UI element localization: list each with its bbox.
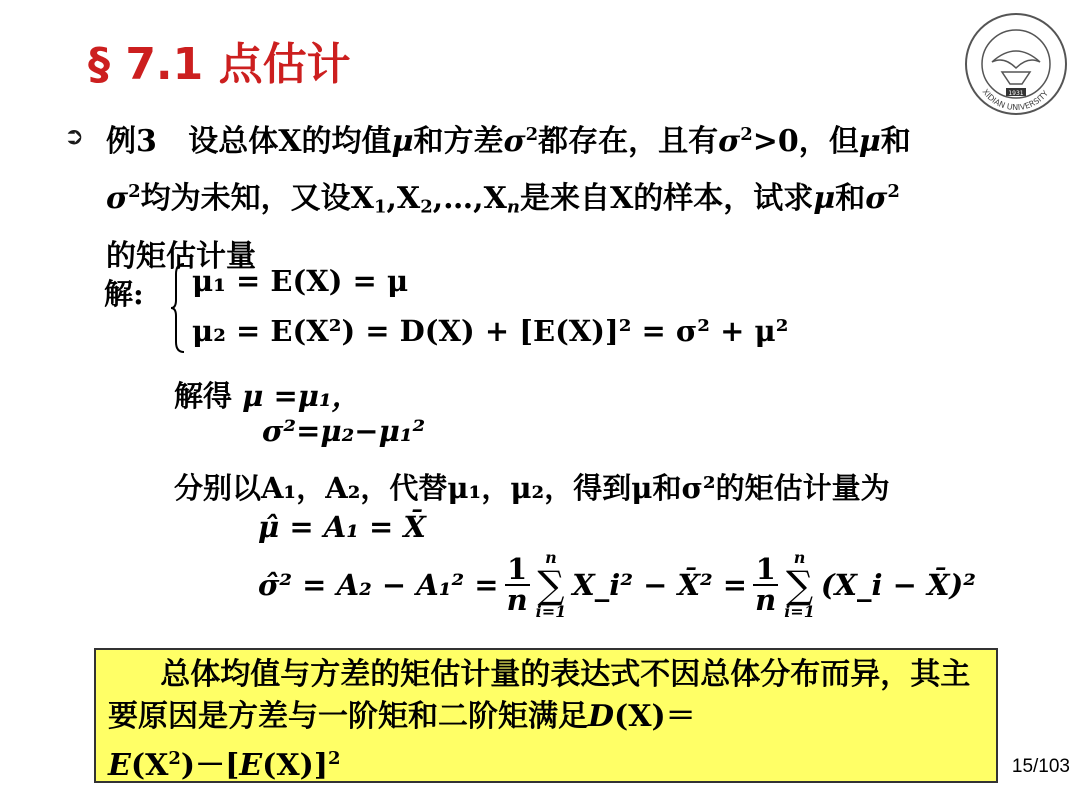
equation-2: μ₂ = E(X²) = D(X) + [E(X)]² = σ² + μ² [192,314,789,348]
sum-symbol-1: n ∑ i=1 [535,548,567,621]
sum-symbol-2: n ∑ i=1 [784,548,815,621]
example-label: 例3 [106,123,157,159]
university-logo [962,10,1070,118]
equation-1: μ₁ = E(X) = μ [192,264,409,298]
logo-text: XIDIAN UNIVERSITY [980,87,1051,113]
page-title: § 7.1 点估计 [88,39,351,90]
result-2: σ²=μ₂−μ₁² [262,414,426,448]
solve-label: 解得 μ =μ₁， [174,379,361,413]
replace-statement: 分别以A₁，A₂，代替μ₁，μ₂，得到μ和σ²的矩估计量为 [174,471,890,505]
brace-icon [170,262,186,354]
conclusion-note: 总体均值与方差的矩估计量的表达式不因总体分布而异，其主要原因是方差与一阶矩和二阶矩满足D(X)＝ $E(X^2)-[E(X)]^2$ [94,648,998,783]
estimator-mu: μ̂ = A₁ = X̄ [258,510,426,544]
logo-year: 1931 [1008,90,1024,97]
page-number: 15/103 [1011,756,1070,777]
problem-statement: 例3 设总体X的均值μ和方差$\sigma^2$都存在，且有$\sigma^2>0$，但μ和 $\sigma^2$均为未知，又设$X_1,X_2,\dots,X_n$是来自X的样本，试求μ和$\sigma^2$ 的矩估计量 [106,123,911,275]
result-1: μ =μ₁， [242,379,361,413]
bullet-icon: ➲ [64,122,85,150]
estimator-sigma: σ̂² = A₂ − A₁² = $\frac{1}{n}$ n ∑ i=1 X_i² − X̄² = $\frac{1}{n}$ n ∑ i=1 (X_i − X̄)² [258,548,976,621]
solution-label: 解: [104,277,144,311]
